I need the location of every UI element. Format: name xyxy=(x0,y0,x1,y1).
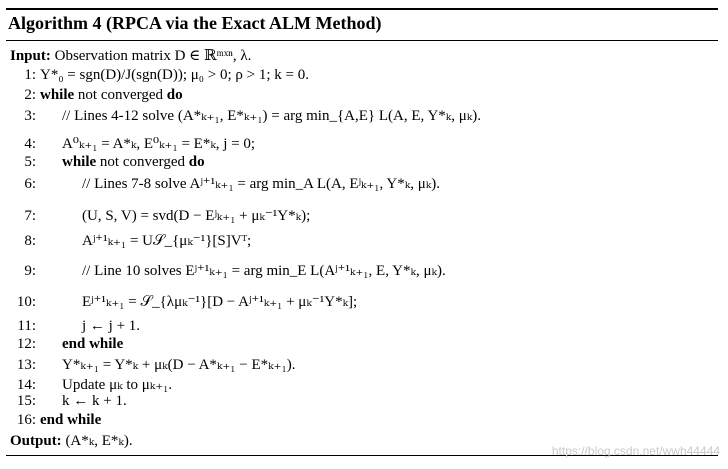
keyword: do xyxy=(166,87,183,103)
algorithm-line xyxy=(10,318,140,335)
line-content xyxy=(82,318,140,334)
algorithm-line xyxy=(10,336,123,353)
line-content xyxy=(82,233,251,249)
algorithm-line xyxy=(10,412,101,429)
line-number: 10: xyxy=(16,294,36,310)
input-label: Input: xyxy=(10,48,51,64)
line-number: 3: xyxy=(24,108,36,124)
line-text: Update μₖ to μₖ₊₁. xyxy=(62,377,173,393)
line-number: 15: xyxy=(16,393,36,409)
line-number: 12: xyxy=(16,336,36,352)
algorithm-line xyxy=(10,393,127,410)
algorithm-line xyxy=(10,154,205,171)
keyword: do xyxy=(188,154,205,170)
line-text: Eʲ⁺¹ₖ₊₁ = 𝒮_{λμₖ⁻¹}[D − Aʲ⁺¹ₖ₊₁ + μₖ⁻¹Y*ₖ]; xyxy=(82,294,358,310)
algorithm-line xyxy=(10,134,255,153)
algorithm-line xyxy=(10,67,309,84)
line-number: 14: xyxy=(16,377,36,393)
algorithm-line xyxy=(10,106,481,125)
line-content xyxy=(40,67,309,83)
title-rule xyxy=(6,40,718,41)
line-content xyxy=(62,136,255,152)
line-content xyxy=(62,393,127,409)
algorithm-title: Algorithm 4 (RPCA via the Exact ALM Method) xyxy=(8,13,382,33)
algorithm-line xyxy=(10,355,296,374)
algorithm-line xyxy=(10,231,251,250)
line-number: 11: xyxy=(17,318,36,334)
keyword: end while xyxy=(40,412,102,428)
line-text: A⁰ₖ₊₁ = A*ₖ, E⁰ₖ₊₁ = E*ₖ, j = 0; xyxy=(62,136,256,152)
top-rule xyxy=(6,8,718,10)
line-text: (U, S, V) = svd(D − Eʲₖ₊₁ + μₖ⁻¹Y*ₖ); xyxy=(82,208,311,224)
keyword: while xyxy=(40,87,75,103)
line-number: 4: xyxy=(24,136,36,152)
line-content xyxy=(82,263,446,279)
line-content xyxy=(40,87,183,103)
line-number: 6: xyxy=(24,176,36,192)
algorithm-line xyxy=(10,292,357,311)
line-number: 2: xyxy=(24,87,36,103)
line-content xyxy=(40,412,101,428)
algorithm-line xyxy=(10,261,446,280)
input-text: Observation matrix D ∈ ℝᵐˣⁿ, λ. xyxy=(54,48,252,64)
line-number: 5: xyxy=(24,154,36,170)
algorithm-line xyxy=(10,87,183,104)
line-text: not converged xyxy=(96,154,189,170)
algorithm-line xyxy=(10,174,440,193)
line-number: 16: xyxy=(16,412,36,428)
line-content xyxy=(82,176,440,192)
line-content xyxy=(82,294,357,310)
line-number: 13: xyxy=(16,357,36,373)
keyword: end while xyxy=(62,336,124,352)
line-text: // Lines 7-8 solve Aʲ⁺¹ₖ₊₁ = arg min_A L(A, Eʲₖ₊₁, Y*ₖ, μₖ). xyxy=(82,176,440,192)
line-text: // Lines 4-12 solve (A*ₖ₊₁, E*ₖ₊₁) = arg min_{A,E} L(A, E, Y*ₖ, μₖ). xyxy=(62,108,482,124)
line-content xyxy=(62,336,123,352)
line-text: j ← j + 1. xyxy=(82,318,141,334)
line-text: Y*ₖ₊₁ = Y*ₖ + μₖ(D − A*ₖ₊₁ − E*ₖ₊₁). xyxy=(62,357,296,373)
line-number: 1: xyxy=(24,67,36,83)
line-content xyxy=(62,357,296,373)
watermark: https://blog.csdn.net/wwh44444 xyxy=(551,444,720,458)
line-content xyxy=(62,377,172,393)
line-text: Y*₀ = sgn(D)/J(sgn(D)); μ₀ > 0; ρ > 1; k = 0. xyxy=(40,67,309,83)
line-content xyxy=(62,108,481,124)
line-text: // Line 10 solves Eʲ⁺¹ₖ₊₁ = arg min_E L(Aʲ⁺¹ₖ₊₁, E, Y*ₖ, μₖ). xyxy=(82,263,446,279)
algorithm-line xyxy=(10,375,172,394)
line-number: 8: xyxy=(24,233,36,249)
line-number: 9: xyxy=(24,263,36,279)
input-line xyxy=(10,46,251,65)
output-line xyxy=(10,431,133,450)
algorithm-line xyxy=(10,206,310,225)
line-text: not converged xyxy=(74,87,167,103)
line-text: Aʲ⁺¹ₖ₊₁ = U𝒮_{μₖ⁻¹}[S]Vᵀ; xyxy=(82,233,252,249)
output-label: Output: xyxy=(10,433,62,449)
line-content xyxy=(82,208,310,224)
line-content xyxy=(62,154,205,170)
output-text: (A*ₖ, E*ₖ). xyxy=(65,433,133,449)
line-number: 7: xyxy=(24,208,36,224)
line-text: k ← k + 1. xyxy=(62,393,127,409)
keyword: while xyxy=(62,154,97,170)
